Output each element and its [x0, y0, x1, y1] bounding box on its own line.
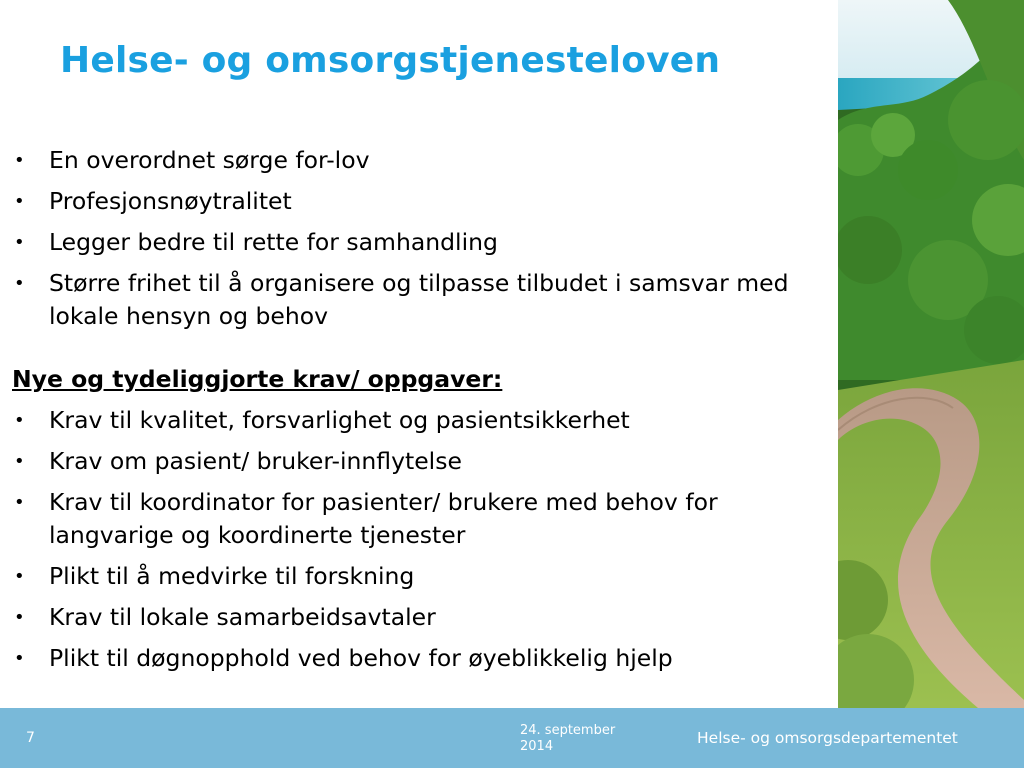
bullet-text: Plikt til døgnopphold ved behov for øyeblikkelig hjelp — [49, 644, 673, 672]
bullet-item — [12, 445, 832, 478]
bullet-item — [12, 642, 832, 675]
bullet-item — [12, 601, 832, 634]
bullet-list-requirements — [12, 404, 832, 675]
road-landscape-photo — [838, 0, 1024, 708]
bullet-glyph: • — [14, 410, 25, 431]
bullet-item — [12, 404, 832, 437]
bullet-item — [12, 267, 832, 333]
bullet-glyph: • — [14, 566, 25, 587]
footer-bar — [0, 708, 1024, 768]
bullet-glyph: • — [14, 607, 25, 628]
bullet-text: En overordnet sørge for-lov — [49, 146, 370, 174]
footer-department: Helse- og omsorgsdepartementet — [697, 729, 958, 747]
footer-date: 24. september 2014 — [520, 723, 616, 754]
bullet-glyph: • — [14, 492, 25, 513]
slide-content — [12, 144, 832, 683]
bullet-text: Krav om pasient/ bruker-innflytelse — [49, 447, 462, 475]
bullet-glyph: • — [14, 648, 25, 669]
bullet-text: Legger bedre til rette for samhandling — [49, 228, 498, 256]
bullet-glyph: • — [14, 232, 25, 253]
page-number: 7 — [26, 730, 35, 746]
bullet-item — [12, 560, 832, 593]
bullet-text: Krav til lokale samarbeidsavtaler — [49, 603, 436, 631]
bullet-list-general — [12, 144, 832, 333]
bullet-item — [12, 185, 832, 218]
bullet-text: Profesjonsnøytralitet — [49, 187, 292, 215]
bullet-glyph: • — [14, 273, 25, 294]
bullet-text: Større frihet til å organisere og tilpasse tilbudet i samsvar med lokale hensyn og behov — [49, 269, 789, 330]
bullet-glyph: • — [14, 150, 25, 171]
bullet-item — [12, 226, 832, 259]
bullet-item — [12, 144, 832, 177]
section-heading: Nye og tydeliggjorte krav/ oppgaver: — [12, 365, 503, 393]
bullet-text: Plikt til å medvirke til forskning — [49, 562, 415, 590]
bullet-glyph: • — [14, 451, 25, 472]
bullet-glyph: • — [14, 191, 25, 212]
bullet-item — [12, 486, 832, 552]
road-landscape-illustration — [838, 0, 1024, 708]
bullet-text: Krav til koordinator for pasienter/ brukere med behov for langvarige og koordinerte tjenester — [49, 488, 718, 549]
bullet-text: Krav til kvalitet, forsvarlighet og pasientsikkerhet — [49, 406, 630, 434]
slide-title: Helse- og omsorgstjenesteloven — [60, 40, 721, 81]
